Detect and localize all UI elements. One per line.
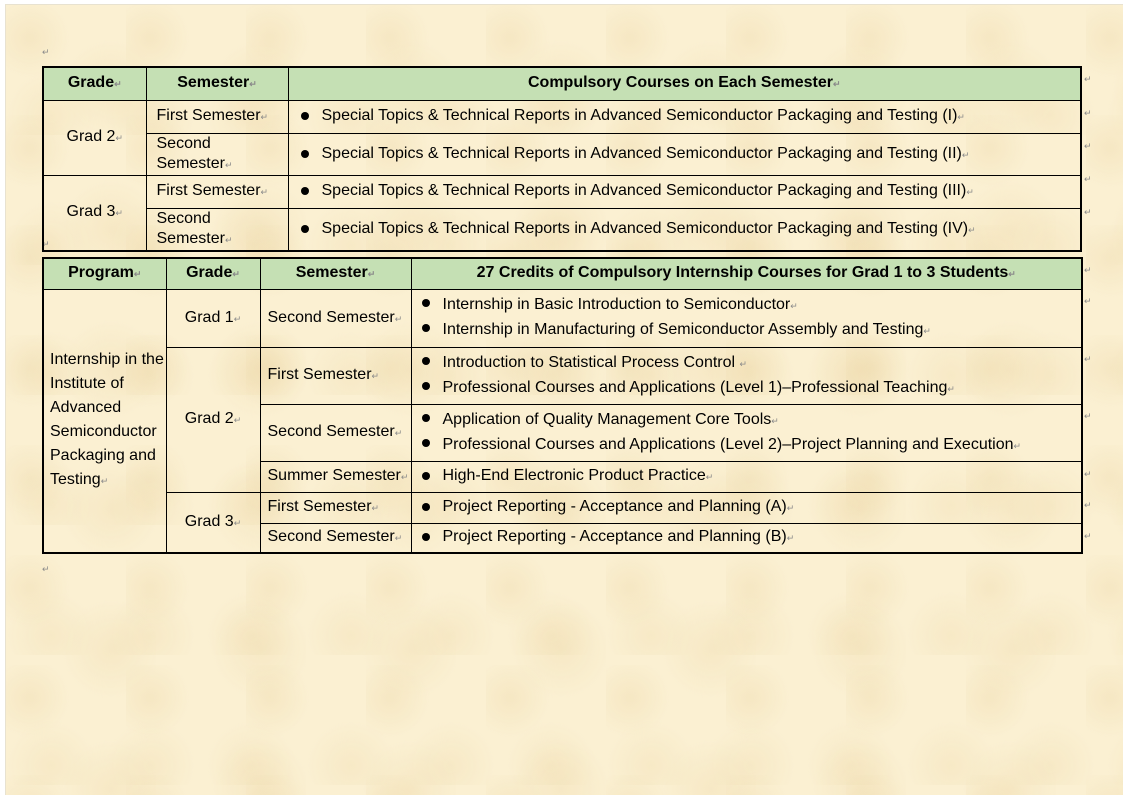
course-cell xyxy=(411,461,1082,492)
header-grade: Grade↵ xyxy=(166,258,260,289)
semester-cell: First Semester↵ xyxy=(146,175,288,208)
course-cell: Special Topics & Technical Reports in Advanced Semiconductor Packaging and Testing (IV)↵ xyxy=(288,208,1081,251)
header-semester: Semester↵ xyxy=(260,258,411,289)
header-program: Program↵ xyxy=(43,258,166,289)
grade-cell: Grad 3↵ xyxy=(166,492,260,553)
course-cell xyxy=(411,404,1082,461)
course-cell xyxy=(411,289,1082,347)
row-end-mark: ↵ xyxy=(1084,174,1092,184)
semester-cell: First Semester↵ xyxy=(146,100,288,133)
paragraph-mark: ↵ xyxy=(42,47,50,57)
table-row xyxy=(43,133,1081,175)
semester-cell: Summer Semester↵ xyxy=(260,461,411,492)
course-item: Professional Courses and Applications (Level 1)–Professional Teaching↵ xyxy=(420,376,1082,401)
semester-cell: Second Semester↵ xyxy=(260,404,411,461)
compulsory-courses-table xyxy=(42,66,1082,252)
course-cell xyxy=(411,347,1082,404)
paragraph-mark: ↵ xyxy=(42,564,50,574)
course-cell xyxy=(411,523,1082,553)
course-item: High-End Electronic Product Practice↵ xyxy=(420,466,1082,487)
table-header-row xyxy=(43,258,1082,289)
grade-cell: Grad 2↵ xyxy=(166,347,260,492)
semester-cell: First Semester↵ xyxy=(260,347,411,404)
semester-cell: Second Semester↵ xyxy=(146,133,288,175)
row-end-mark: ↵ xyxy=(1084,265,1092,275)
course-cell xyxy=(411,492,1082,523)
course-item: Internship in Manufacturing of Semiconductor Assembly and Testing↵ xyxy=(420,318,1082,343)
table-row xyxy=(43,492,1082,523)
row-end-mark: ↵ xyxy=(1084,207,1092,217)
grade-cell: Grad 3↵ xyxy=(43,175,146,251)
row-end-mark: ↵ xyxy=(1084,74,1092,84)
course-item: Project Reporting - Acceptance and Planning (A)↵ xyxy=(420,497,1082,518)
grade-cell: Grad 1↵ xyxy=(166,289,260,347)
course-item: Professional Courses and Applications (Level 2)–Project Planning and Execution↵ xyxy=(420,433,1082,458)
semester-cell: Second Semester↵ xyxy=(260,289,411,347)
row-end-mark: ↵ xyxy=(1084,469,1092,479)
course-item: Internship in Basic Introduction to Semiconductor↵ xyxy=(420,293,1082,318)
table-row xyxy=(43,347,1082,404)
row-end-mark: ↵ xyxy=(1084,108,1092,118)
row-end-mark: ↵ xyxy=(1084,296,1092,306)
header-courses: 27 Credits of Compulsory Internship Courses for Grad 1 to 3 Students↵ xyxy=(411,258,1082,289)
header-grade: Grade↵ xyxy=(43,67,146,100)
table-row xyxy=(43,289,1082,347)
grade-cell: Grad 2↵ xyxy=(43,100,146,175)
paragraph-mark: ↵ xyxy=(42,239,50,249)
semester-cell: First Semester↵ xyxy=(260,492,411,523)
row-end-mark: ↵ xyxy=(1084,500,1092,510)
course-item: Project Reporting - Acceptance and Planning (B)↵ xyxy=(420,527,1082,548)
row-end-mark: ↵ xyxy=(1084,411,1092,421)
header-semester: Semester↵ xyxy=(146,67,288,100)
table-row xyxy=(43,175,1081,208)
table-header-row xyxy=(43,67,1081,100)
table-row xyxy=(43,208,1081,251)
course-item: Introduction to Statistical Process Control ↵ xyxy=(420,351,1082,376)
course-item: Application of Quality Management Core Tools↵ xyxy=(420,408,1082,433)
course-cell: Special Topics & Technical Reports in Advanced Semiconductor Packaging and Testing (II)↵ xyxy=(288,133,1081,175)
row-end-mark: ↵ xyxy=(1084,531,1092,541)
header-courses: Compulsory Courses on Each Semester↵ xyxy=(288,67,1081,100)
table-row xyxy=(43,100,1081,133)
semester-cell: Second Semester↵ xyxy=(146,208,288,251)
course-cell: Special Topics & Technical Reports in Advanced Semiconductor Packaging and Testing (III)↵ xyxy=(288,175,1081,208)
semester-cell: Second Semester↵ xyxy=(260,523,411,553)
internship-courses-table xyxy=(42,257,1083,554)
row-end-mark: ↵ xyxy=(1084,141,1092,151)
course-cell: Special Topics & Technical Reports in Advanced Semiconductor Packaging and Testing (I)↵ xyxy=(288,100,1081,133)
program-cell: Internship in the Institute of Advanced Semiconductor Packaging and Testing↵ xyxy=(43,289,166,553)
row-end-mark: ↵ xyxy=(1084,354,1092,364)
